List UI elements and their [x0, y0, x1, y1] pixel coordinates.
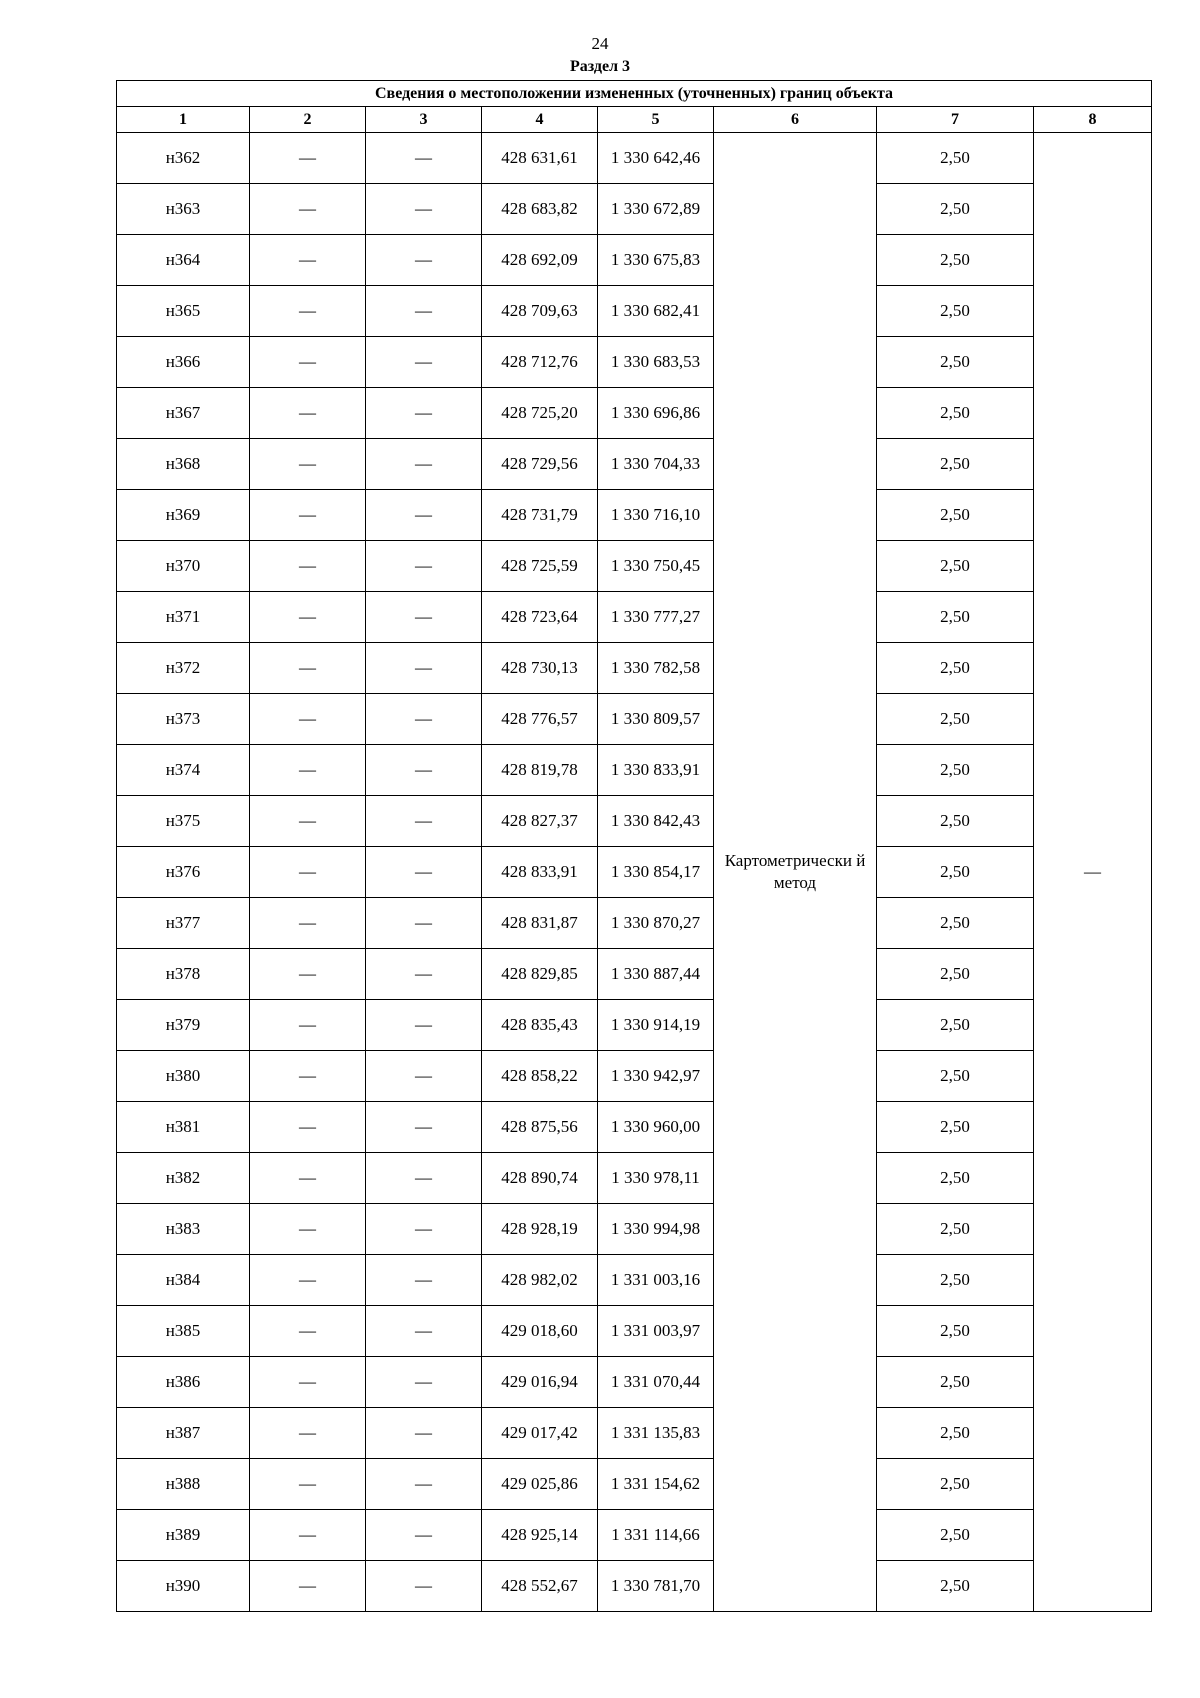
table-row — [117, 1561, 1152, 1612]
x-coordinate-cell: 428 631,61 — [482, 133, 598, 184]
column-2-cell: — — [250, 898, 366, 949]
column-3-cell: — — [366, 1102, 482, 1153]
y-coordinate-cell: 1 331 135,83 — [598, 1408, 714, 1459]
y-coordinate-cell: 1 330 870,27 — [598, 898, 714, 949]
point-name-cell: н370 — [117, 541, 250, 592]
accuracy-cell: 2,50 — [877, 184, 1034, 235]
column-2-cell: — — [250, 1255, 366, 1306]
column-3-cell: — — [366, 1306, 482, 1357]
column-2-cell: — — [250, 1561, 366, 1612]
y-coordinate-cell: 1 330 672,89 — [598, 184, 714, 235]
column-2-cell: — — [250, 235, 366, 286]
point-name-cell: н365 — [117, 286, 250, 337]
table-row — [117, 898, 1152, 949]
table-row — [117, 949, 1152, 1000]
y-coordinate-cell: 1 330 833,91 — [598, 745, 714, 796]
column-number: 7 — [877, 107, 1034, 133]
point-name-cell: н363 — [117, 184, 250, 235]
accuracy-cell: 2,50 — [877, 337, 1034, 388]
column-number: 3 — [366, 107, 482, 133]
x-coordinate-cell: 429 018,60 — [482, 1306, 598, 1357]
y-coordinate-cell: 1 331 114,66 — [598, 1510, 714, 1561]
column-2-cell: — — [250, 1510, 366, 1561]
point-name-cell: н377 — [117, 898, 250, 949]
y-coordinate-cell: 1 330 782,58 — [598, 643, 714, 694]
x-coordinate-cell: 428 858,22 — [482, 1051, 598, 1102]
x-coordinate-cell: 429 017,42 — [482, 1408, 598, 1459]
column-2-cell: — — [250, 1357, 366, 1408]
table-row — [117, 184, 1152, 235]
accuracy-cell: 2,50 — [877, 1051, 1034, 1102]
x-coordinate-cell: 428 928,19 — [482, 1204, 598, 1255]
column-2-cell: — — [250, 541, 366, 592]
table-row — [117, 1204, 1152, 1255]
y-coordinate-cell: 1 330 887,44 — [598, 949, 714, 1000]
point-name-cell: н376 — [117, 847, 250, 898]
table-caption: Сведения о местоположении измененных (уточненных) границ объекта — [117, 81, 1152, 107]
y-coordinate-cell: 1 330 716,10 — [598, 490, 714, 541]
column-2-cell: — — [250, 643, 366, 694]
x-coordinate-cell: 429 016,94 — [482, 1357, 598, 1408]
accuracy-cell: 2,50 — [877, 949, 1034, 1000]
section-title: Раздел 3 — [569, 58, 631, 75]
point-name-cell: н386 — [117, 1357, 250, 1408]
accuracy-cell: 2,50 — [877, 1204, 1034, 1255]
column-3-cell: — — [366, 235, 482, 286]
table-row — [117, 133, 1152, 184]
x-coordinate-cell: 428 890,74 — [482, 1153, 598, 1204]
y-coordinate-cell: 1 331 070,44 — [598, 1357, 714, 1408]
column-2-cell: — — [250, 745, 366, 796]
point-name-cell: н362 — [117, 133, 250, 184]
x-coordinate-cell: 428 731,79 — [482, 490, 598, 541]
x-coordinate-cell: 428 552,67 — [482, 1561, 598, 1612]
point-name-cell: н388 — [117, 1459, 250, 1510]
accuracy-cell: 2,50 — [877, 1255, 1034, 1306]
accuracy-cell: 2,50 — [877, 235, 1034, 286]
column-3-cell: — — [366, 796, 482, 847]
column-3-cell: — — [366, 286, 482, 337]
accuracy-cell: 2,50 — [877, 898, 1034, 949]
x-coordinate-cell: 428 729,56 — [482, 439, 598, 490]
table-row — [117, 643, 1152, 694]
table-row — [117, 235, 1152, 286]
point-name-cell: н367 — [117, 388, 250, 439]
y-coordinate-cell: 1 331 003,16 — [598, 1255, 714, 1306]
y-coordinate-cell: 1 330 960,00 — [598, 1102, 714, 1153]
x-coordinate-cell: 428 725,59 — [482, 541, 598, 592]
y-coordinate-cell: 1 330 854,17 — [598, 847, 714, 898]
x-coordinate-cell: 428 835,43 — [482, 1000, 598, 1051]
table-row — [117, 1306, 1152, 1357]
column-2-cell: — — [250, 1459, 366, 1510]
x-coordinate-cell: 428 776,57 — [482, 694, 598, 745]
column-2-cell: — — [250, 388, 366, 439]
point-name-cell: н387 — [117, 1408, 250, 1459]
table-row — [117, 1153, 1152, 1204]
y-coordinate-cell: 1 330 750,45 — [598, 541, 714, 592]
table-row — [117, 541, 1152, 592]
y-coordinate-cell: 1 330 704,33 — [598, 439, 714, 490]
column-3-cell: — — [366, 490, 482, 541]
column-3-cell: — — [366, 1459, 482, 1510]
coordinates-table — [116, 80, 1152, 1612]
column-3-cell: — — [366, 1000, 482, 1051]
accuracy-cell: 2,50 — [877, 388, 1034, 439]
point-name-cell: н381 — [117, 1102, 250, 1153]
accuracy-cell: 2,50 — [877, 1153, 1034, 1204]
column-3-cell: — — [366, 1510, 482, 1561]
point-name-cell: н373 — [117, 694, 250, 745]
table-row — [117, 1255, 1152, 1306]
point-name-cell: н380 — [117, 1051, 250, 1102]
column-2-cell: — — [250, 592, 366, 643]
column-3-cell: — — [366, 643, 482, 694]
y-coordinate-cell: 1 330 842,43 — [598, 796, 714, 847]
point-name-cell: н383 — [117, 1204, 250, 1255]
column-3-cell: — — [366, 1408, 482, 1459]
y-coordinate-cell: 1 330 978,11 — [598, 1153, 714, 1204]
x-coordinate-cell: 428 723,64 — [482, 592, 598, 643]
x-coordinate-cell: 428 730,13 — [482, 643, 598, 694]
column-2-cell: — — [250, 1204, 366, 1255]
point-name-cell: н375 — [117, 796, 250, 847]
accuracy-cell: 2,50 — [877, 286, 1034, 337]
column-3-cell: — — [366, 1561, 482, 1612]
accuracy-cell: 2,50 — [877, 541, 1034, 592]
point-name-cell: н379 — [117, 1000, 250, 1051]
point-name-cell: н389 — [117, 1510, 250, 1561]
accuracy-cell: 2,50 — [877, 1561, 1034, 1612]
column-number: 6 — [714, 107, 877, 133]
column-3-cell: — — [366, 1051, 482, 1102]
column-3-cell: — — [366, 184, 482, 235]
column-2-cell: — — [250, 439, 366, 490]
column-2-cell: — — [250, 133, 366, 184]
table-row — [117, 439, 1152, 490]
table-row — [117, 388, 1152, 439]
accuracy-cell: 2,50 — [877, 796, 1034, 847]
column-8-cell: — — [1034, 133, 1152, 1612]
y-coordinate-cell: 1 330 696,86 — [598, 388, 714, 439]
column-2-cell: — — [250, 1102, 366, 1153]
column-2-cell: — — [250, 1153, 366, 1204]
table-body — [117, 133, 1152, 1612]
column-2-cell: — — [250, 1000, 366, 1051]
table-row — [117, 1408, 1152, 1459]
point-name-cell: н384 — [117, 1255, 250, 1306]
point-name-cell: н390 — [117, 1561, 250, 1612]
column-3-cell: — — [366, 133, 482, 184]
column-3-cell: — — [366, 745, 482, 796]
y-coordinate-cell: 1 330 642,46 — [598, 133, 714, 184]
y-coordinate-cell: 1 331 003,97 — [598, 1306, 714, 1357]
accuracy-cell: 2,50 — [877, 1000, 1034, 1051]
point-name-cell: н371 — [117, 592, 250, 643]
x-coordinate-cell: 428 819,78 — [482, 745, 598, 796]
table-row — [117, 286, 1152, 337]
column-2-cell: — — [250, 1306, 366, 1357]
x-coordinate-cell: 428 829,85 — [482, 949, 598, 1000]
accuracy-cell: 2,50 — [877, 592, 1034, 643]
x-coordinate-cell: 428 827,37 — [482, 796, 598, 847]
column-2-cell: — — [250, 796, 366, 847]
y-coordinate-cell: 1 330 809,57 — [598, 694, 714, 745]
column-3-cell: — — [366, 592, 482, 643]
column-3-cell: — — [366, 1255, 482, 1306]
column-3-cell: — — [366, 694, 482, 745]
x-coordinate-cell: 428 925,14 — [482, 1510, 598, 1561]
point-name-cell: н382 — [117, 1153, 250, 1204]
page-number: 24 — [591, 34, 609, 53]
column-2-cell: — — [250, 184, 366, 235]
column-number: 4 — [482, 107, 598, 133]
table-row — [117, 592, 1152, 643]
y-coordinate-cell: 1 330 682,41 — [598, 286, 714, 337]
accuracy-cell: 2,50 — [877, 745, 1034, 796]
column-2-cell: — — [250, 286, 366, 337]
column-number: 1 — [117, 107, 250, 133]
column-2-cell: — — [250, 949, 366, 1000]
accuracy-cell: 2,50 — [877, 133, 1034, 184]
x-coordinate-cell: 428 683,82 — [482, 184, 598, 235]
column-3-cell: — — [366, 949, 482, 1000]
x-coordinate-cell: 428 982,02 — [482, 1255, 598, 1306]
point-name-cell: н374 — [117, 745, 250, 796]
accuracy-cell: 2,50 — [877, 1408, 1034, 1459]
accuracy-cell: 2,50 — [877, 1102, 1034, 1153]
y-coordinate-cell: 1 330 683,53 — [598, 337, 714, 388]
column-2-cell: — — [250, 490, 366, 541]
table-row — [117, 1051, 1152, 1102]
column-number: 8 — [1034, 107, 1152, 133]
table-row — [117, 1102, 1152, 1153]
column-3-cell: — — [366, 1357, 482, 1408]
column-number: 2 — [250, 107, 366, 133]
table-row — [117, 1459, 1152, 1510]
x-coordinate-cell: 428 875,56 — [482, 1102, 598, 1153]
x-coordinate-cell: 428 833,91 — [482, 847, 598, 898]
table-row — [117, 490, 1152, 541]
y-coordinate-cell: 1 330 942,97 — [598, 1051, 714, 1102]
column-number-row — [117, 107, 1152, 133]
accuracy-cell: 2,50 — [877, 643, 1034, 694]
y-coordinate-cell: 1 330 781,70 — [598, 1561, 714, 1612]
accuracy-cell: 2,50 — [877, 490, 1034, 541]
column-2-cell: — — [250, 847, 366, 898]
column-3-cell: — — [366, 337, 482, 388]
table-row — [117, 1357, 1152, 1408]
accuracy-cell: 2,50 — [877, 1357, 1034, 1408]
table-row — [117, 694, 1152, 745]
column-3-cell: — — [366, 388, 482, 439]
column-2-cell: — — [250, 337, 366, 388]
point-name-cell: н369 — [117, 490, 250, 541]
table-row — [117, 796, 1152, 847]
column-3-cell: — — [366, 439, 482, 490]
column-2-cell: — — [250, 1051, 366, 1102]
x-coordinate-cell: 428 712,76 — [482, 337, 598, 388]
table-row — [117, 847, 1152, 898]
point-name-cell: н364 — [117, 235, 250, 286]
table-caption-row — [117, 81, 1152, 107]
point-name-cell: н368 — [117, 439, 250, 490]
x-coordinate-cell: 428 725,20 — [482, 388, 598, 439]
y-coordinate-cell: 1 330 675,83 — [598, 235, 714, 286]
accuracy-cell: 2,50 — [877, 1459, 1034, 1510]
column-2-cell: — — [250, 694, 366, 745]
accuracy-cell: 2,50 — [877, 1306, 1034, 1357]
column-3-cell: — — [366, 1204, 482, 1255]
accuracy-cell: 2,50 — [877, 1510, 1034, 1561]
point-name-cell: н378 — [117, 949, 250, 1000]
accuracy-cell: 2,50 — [877, 694, 1034, 745]
column-3-cell: — — [366, 541, 482, 592]
method-cell: Картометрически й метод — [714, 133, 877, 1612]
y-coordinate-cell: 1 331 154,62 — [598, 1459, 714, 1510]
x-coordinate-cell: 429 025,86 — [482, 1459, 598, 1510]
point-name-cell: н366 — [117, 337, 250, 388]
column-3-cell: — — [366, 847, 482, 898]
column-3-cell: — — [366, 1153, 482, 1204]
point-name-cell: н372 — [117, 643, 250, 694]
x-coordinate-cell: 428 709,63 — [482, 286, 598, 337]
table-row — [117, 337, 1152, 388]
point-name-cell: н385 — [117, 1306, 250, 1357]
column-3-cell: — — [366, 898, 482, 949]
accuracy-cell: 2,50 — [877, 439, 1034, 490]
y-coordinate-cell: 1 330 777,27 — [598, 592, 714, 643]
column-number: 5 — [598, 107, 714, 133]
y-coordinate-cell: 1 330 914,19 — [598, 1000, 714, 1051]
table-row — [117, 1000, 1152, 1051]
accuracy-cell: 2,50 — [877, 847, 1034, 898]
column-2-cell: — — [250, 1408, 366, 1459]
table-row — [117, 1510, 1152, 1561]
y-coordinate-cell: 1 330 994,98 — [598, 1204, 714, 1255]
x-coordinate-cell: 428 692,09 — [482, 235, 598, 286]
x-coordinate-cell: 428 831,87 — [482, 898, 598, 949]
table-row — [117, 745, 1152, 796]
